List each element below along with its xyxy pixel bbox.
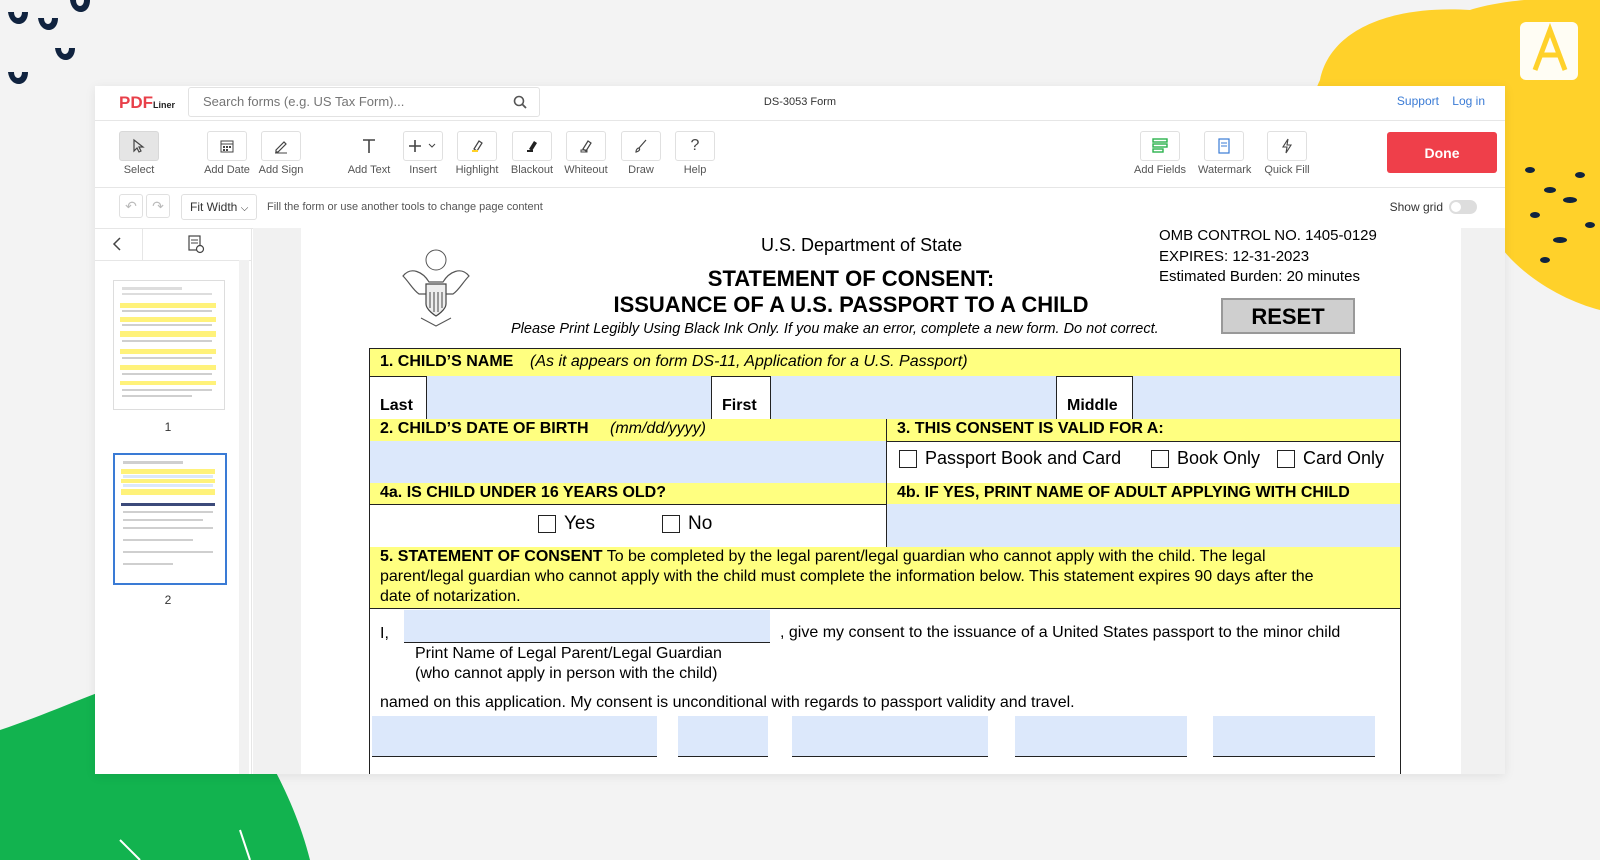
option-no[interactable]: No <box>662 513 712 535</box>
child-name-row: Last First Middle <box>370 376 1400 420</box>
page-settings-icon[interactable] <box>187 234 205 254</box>
hint-text: Fill the form or use another tools to change page content <box>267 201 543 213</box>
plus-dropdown-icon <box>407 138 439 154</box>
toolbar <box>95 121 1505 188</box>
show-grid-label: Show grid <box>1389 200 1443 214</box>
login-link[interactable]: Log in <box>1452 94 1485 108</box>
pen-sign-icon <box>273 138 289 154</box>
pdfliner-logo[interactable]: PDFLiner <box>119 93 176 112</box>
page-thumbnail-1[interactable] <box>113 280 225 410</box>
highlighter-icon <box>469 138 485 154</box>
page-number-2: 2 <box>164 593 172 607</box>
checkbox[interactable] <box>1151 450 1169 468</box>
child-last-name-field[interactable] <box>426 376 712 419</box>
tool-insert[interactable]: Insert <box>397 131 449 176</box>
redo-button[interactable] <box>146 194 170 218</box>
apt-field[interactable] <box>678 716 768 757</box>
show-grid-toggle[interactable] <box>1449 200 1477 214</box>
section-2-3-header: 2. CHILD’S DATE OF BIRTH (mm/dd/yyyy) 3. THIS CONSENT IS VALID FOR A: <box>370 419 1400 442</box>
option-book-only[interactable]: Book Only <box>1151 448 1260 469</box>
adult-name-field[interactable] <box>886 504 1400 547</box>
option-book-and-card[interactable]: Passport Book and Card <box>899 448 1121 469</box>
omb-block: OMB CONTROL NO. 1405-0129 EXPIRES: 12-31-2023 Estimated Burden: 20 minutes <box>1159 228 1377 285</box>
question-icon: ? <box>690 137 700 154</box>
decorative-dots <box>0 0 110 110</box>
section-1-header: 1. CHILD’S NAME (As it appears on form DS-11, Application for a U.S. Passport) <box>370 349 1400 377</box>
page-1-preview <box>114 281 222 407</box>
support-link[interactable]: Support <box>1396 94 1439 108</box>
document-viewer <box>253 228 1505 774</box>
tool-add-sign[interactable]: Add Sign <box>255 131 307 176</box>
option-card-only[interactable]: Card Only <box>1277 448 1384 469</box>
sub-toolbar <box>95 188 1505 229</box>
chevron-down-icon: ⌵ <box>240 203 249 214</box>
checkbox[interactable] <box>538 515 556 533</box>
section-4-header: 4a. IS CHILD UNDER 16 YEARS OLD? 4b. IF YES, PRINT NAME OF ADULT APPLYING WITH CHILD <box>370 483 1400 505</box>
undo-button[interactable] <box>119 194 143 218</box>
cursor-icon <box>131 138 147 154</box>
us-state-seal <box>393 246 479 332</box>
document-title: DS-3053 Form <box>763 96 837 108</box>
sidebar-scrollbar[interactable] <box>239 260 249 774</box>
child-dob-field[interactable] <box>370 441 886 483</box>
pdf-editor-window <box>95 86 1505 774</box>
checkbox[interactable] <box>662 515 680 533</box>
page-2-preview <box>115 455 221 581</box>
top-bar <box>95 86 1505 121</box>
text-icon <box>360 137 378 155</box>
state-field[interactable] <box>1015 716 1187 757</box>
tool-draw[interactable]: Draw <box>615 131 667 176</box>
zip-code-field[interactable] <box>1213 716 1375 757</box>
undo-icon: ↶ <box>125 197 137 214</box>
consent-form-table <box>369 348 1401 774</box>
reset-button[interactable]: RESET <box>1221 298 1355 334</box>
city-field[interactable] <box>792 716 988 757</box>
street-address-field[interactable] <box>372 716 657 757</box>
form-title: STATEMENT OF CONSENT: ISSUANCE OF A U.S. PASSPORT TO A CHILD <box>613 266 1089 317</box>
page-thumbnail-2[interactable] <box>113 453 227 585</box>
tool-add-fields[interactable]: Add Fields <box>1134 131 1186 176</box>
eraser-icon <box>578 138 594 154</box>
parent-name-field[interactable] <box>404 610 770 643</box>
tool-quick-fill[interactable]: Quick Fill <box>1261 131 1313 176</box>
lightning-icon <box>1279 138 1295 154</box>
checkbox[interactable] <box>1277 450 1295 468</box>
page-number-1: 1 <box>164 420 172 434</box>
section-5-header: 5. STATEMENT OF CONSENT To be completed by the legal parent/legal guardian who cannot apply with the child. The legal parent/legal guardian who cannot apply with the child must complete the information below. This statement expires 90 days after the date of notarization. <box>370 547 1400 609</box>
page-thumbnails-sidebar <box>95 228 252 774</box>
under-16-row <box>370 504 1400 548</box>
chevron-left-icon[interactable] <box>109 234 125 254</box>
tool-add-date[interactable]: Add Date <box>201 131 253 176</box>
calendar-icon <box>219 138 235 154</box>
watermark-icon <box>1216 138 1232 154</box>
zoom-select[interactable]: Fit Width ⌵ <box>181 194 257 220</box>
brush-icon <box>633 138 649 154</box>
tool-blackout[interactable]: Blackout <box>506 131 558 176</box>
child-middle-name-field[interactable] <box>1132 376 1400 419</box>
tool-highlight[interactable]: Highlight <box>451 131 503 176</box>
blackout-marker-icon <box>524 138 540 154</box>
option-yes[interactable]: Yes <box>538 513 595 535</box>
dob-consent-row <box>370 441 1400 484</box>
consent-body: I, , give my consent to the issuance of a United States passport to the minor child Print Name of Legal Parent/Legal Guardian (who cannot apply in person with the child) named on this application. My consent is unconditional with regards to passport validity and travel. <box>370 608 1400 774</box>
tool-whiteout[interactable]: Whiteout <box>560 131 612 176</box>
done-button[interactable]: Done <box>1387 132 1497 173</box>
department-heading: U.S. Department of State <box>761 235 963 255</box>
tool-help[interactable]: ? Help <box>669 131 721 176</box>
add-fields-icon <box>1151 137 1169 155</box>
tool-select[interactable]: Select <box>113 131 165 176</box>
tool-watermark[interactable]: Watermark <box>1198 131 1250 176</box>
redo-icon: ↷ <box>152 197 164 214</box>
pdf-page <box>301 228 1461 774</box>
checkbox[interactable] <box>899 450 917 468</box>
child-first-name-field[interactable] <box>770 376 1056 419</box>
tool-add-text[interactable]: Add Text <box>343 131 395 176</box>
instructions-text: Please Print Legibly Using Black Ink Only. If you make an error, complete a new form. Do not correct. <box>511 321 1159 337</box>
